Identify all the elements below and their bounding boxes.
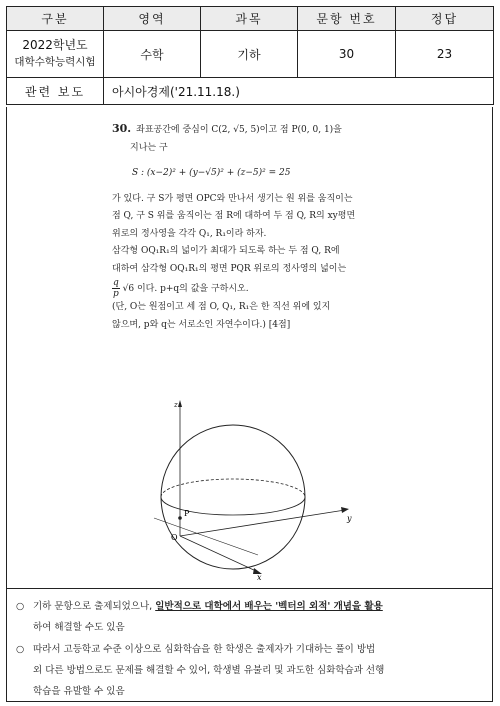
sphere-outline bbox=[161, 425, 305, 569]
z-axis-arrow bbox=[178, 400, 182, 407]
problem-line: 좌표공간에 중심이 C(2, √5, 5)이고 점 P(0, 0, 1)을 bbox=[136, 125, 342, 135]
note-text: 기하 문항으로 출제되었으나, bbox=[33, 601, 156, 612]
fraction-numerator: q bbox=[113, 278, 119, 288]
problem-text bbox=[112, 120, 412, 334]
problem-line: 가 있다. 구 S가 평면 OPC와 만나서 생기는 원 위를 움직이는 bbox=[112, 193, 353, 204]
exam-year: 2022학년도 bbox=[22, 38, 88, 52]
problem-number: 30. bbox=[112, 122, 132, 135]
point-p-label: P bbox=[184, 509, 190, 518]
problem-line: 삼각형 OQ₁R₁의 넓이가 최대가 되도록 하는 두 점 Q, R에 bbox=[112, 246, 340, 256]
x-axis-label: x bbox=[257, 573, 262, 580]
report-row bbox=[7, 78, 494, 105]
note-item bbox=[16, 596, 481, 638]
fraction-denominator: p bbox=[113, 289, 119, 299]
answer-cell: 23 bbox=[396, 31, 494, 78]
info-table bbox=[6, 6, 494, 105]
header-category: 구분 bbox=[7, 7, 104, 31]
bullet-icon: ○ bbox=[16, 644, 25, 655]
sphere-equator-back bbox=[161, 479, 305, 497]
y-axis-label: y bbox=[347, 514, 352, 523]
problem-line: (단, O는 원점이고 세 점 O, Q₁, R₁은 한 직선 위에 있지 bbox=[112, 302, 331, 312]
note-text-emphasis: 일반적으로 대학에서 배우는 '벡터의 외적' 개념을 활용 bbox=[155, 601, 383, 612]
fraction-q-over-p bbox=[112, 278, 120, 299]
z-axis-label: z bbox=[174, 401, 178, 409]
problem-line: 지나는 구 bbox=[130, 142, 168, 153]
header-question-no: 문항 번호 bbox=[298, 7, 396, 31]
header-answer: 정답 bbox=[396, 7, 494, 31]
problem-line: 대하여 삼각형 OQ₁R₁의 평면 PQR 위로의 정사영의 넓이는 bbox=[112, 263, 347, 274]
notes-box bbox=[6, 588, 493, 702]
exam-cell bbox=[7, 31, 104, 78]
note-item bbox=[16, 639, 481, 702]
sphere-figure bbox=[140, 400, 380, 580]
note-text: 학습을 유발할 수 있음 bbox=[33, 686, 125, 697]
header-row bbox=[7, 7, 494, 31]
problem-line: 위로의 정사영을 각각 Q₁, R₁이라 하자. bbox=[112, 228, 267, 239]
problem-line: 점 Q, 구 S 위를 움직이는 점 R에 대하여 두 점 Q, R의 xy평면 bbox=[112, 211, 356, 221]
sphere-equator-front bbox=[161, 497, 305, 515]
exam-name: 대학수학능력시험 bbox=[14, 56, 96, 68]
origin-label: O bbox=[171, 533, 178, 542]
subject-cell: 기하 bbox=[201, 31, 298, 78]
problem-line bbox=[112, 278, 412, 299]
note-text: 외 다른 방법으로도 문제를 해결할 수 있어, 학생별 유불리 및 과도한 심화학습과 선행 bbox=[33, 665, 385, 676]
question-no-cell: 30 bbox=[298, 31, 396, 78]
header-subject: 과목 bbox=[201, 7, 298, 31]
note-text: 하여 해결할 수도 있음 bbox=[33, 622, 125, 633]
area-cell: 수학 bbox=[104, 31, 201, 78]
bullet-icon: ○ bbox=[16, 601, 25, 612]
sphere-equation: S : (x−2)² + (y−√5)² + (z−5)² = 25 bbox=[132, 168, 291, 178]
exam-row bbox=[7, 31, 494, 78]
note-text: 따라서 고등학교 수준 이상으로 심화학습을 한 학생은 출제자가 기대하는 풀이 방법 bbox=[33, 644, 376, 655]
y-axis-arrow bbox=[341, 507, 349, 513]
guide-line bbox=[154, 518, 258, 555]
problem-line: 않으며, p와 q는 서로소인 자연수이다.) [4점] bbox=[112, 319, 291, 330]
report-value: 아시아경제('21.11.18.) bbox=[104, 78, 494, 105]
point-p bbox=[178, 516, 182, 520]
problem-line: √6 이다. p+q의 값을 구하시오. bbox=[122, 284, 249, 294]
header-area: 영역 bbox=[104, 7, 201, 31]
report-label: 관련 보도 bbox=[7, 78, 104, 105]
